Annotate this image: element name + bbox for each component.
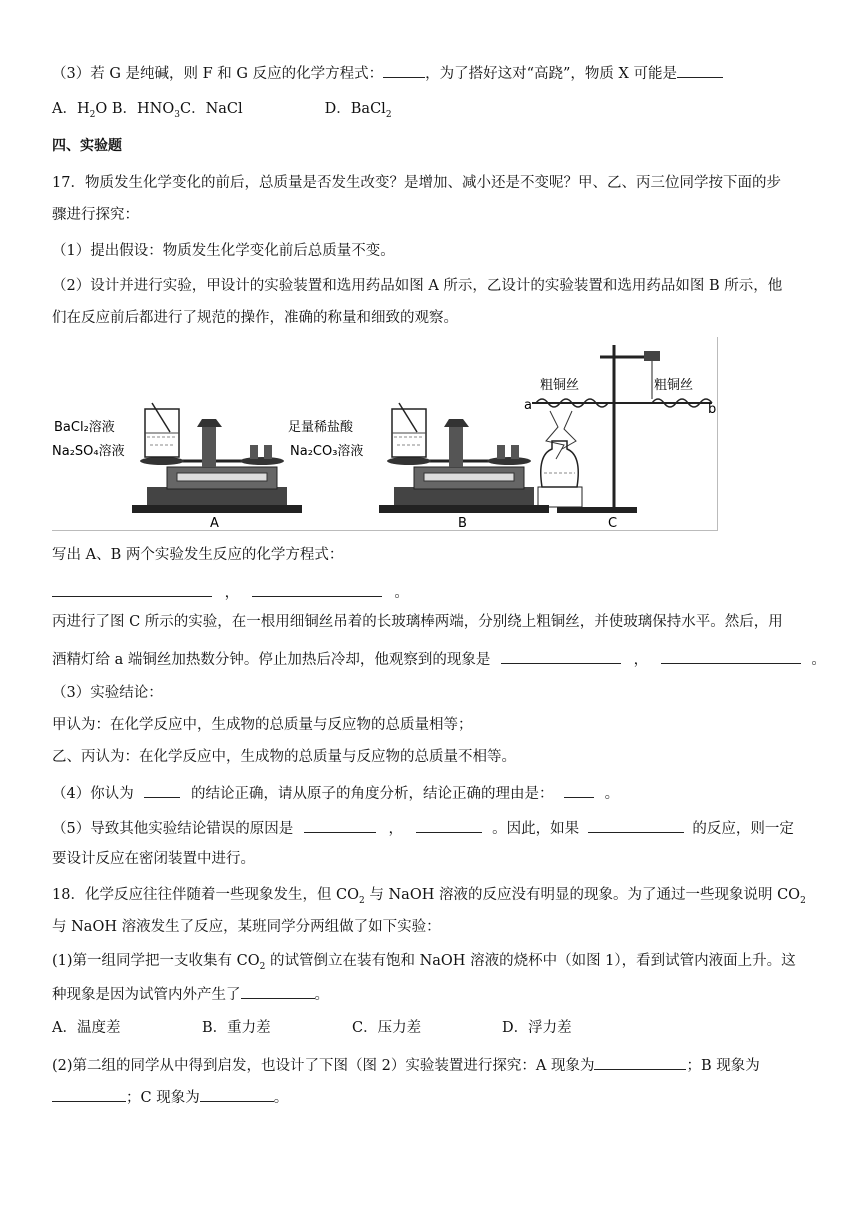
option-b: B．重力差 <box>202 1020 271 1036</box>
label-end-b: b <box>708 402 717 417</box>
write-equations: 写出 A、B 两个实验发生反应的化学方程式： <box>52 547 344 563</box>
answer-blank[interactable] <box>252 581 382 597</box>
conclusion-yi-bing: 乙、丙认为：在化学反应中，生成物的总质量与反应物的总质量不相等。 <box>52 749 516 765</box>
answer-blank[interactable] <box>564 782 594 798</box>
label-na2so4: Na₂SO₄溶液 <box>52 444 125 459</box>
section-heading: 四、实验题 <box>52 138 122 154</box>
label-na2co3: Na₂CO₃溶液 <box>290 444 364 459</box>
q17-part-4: （4）你认为 的结论正确，请从原子的角度分析，结论正确的理由是： 。 <box>52 782 619 804</box>
conclusion-jia: 甲认为：在化学反应中，生成物的总质量与反应物的总质量相等； <box>52 717 473 733</box>
q16-3-line <box>52 62 723 84</box>
caption-a: A <box>210 516 219 530</box>
q18-sub-1-b: 种现象是因为试管内外产生了 。 <box>52 983 329 1005</box>
answer-blank[interactable] <box>501 648 621 664</box>
q17-intro-1: 17．物质发生化学变化的前后，总质量是否发生改变？是增加、减小还是不变呢？甲、乙、丙三位同学按下面的步 <box>52 175 781 191</box>
q18-options <box>52 1018 572 1038</box>
copper-wire-apparatus <box>532 345 712 513</box>
q18-sub-2-b: ；C 现象为 。 <box>52 1086 288 1108</box>
answer-blank[interactable] <box>52 1086 126 1102</box>
equation-blanks: ， 。 <box>52 581 409 603</box>
label-copper-wire-left: 粗铜丝 <box>540 378 580 393</box>
q17-part-5-cont: 要设计反应在密闭装置中进行。 <box>52 851 255 867</box>
q18-sub-1-a: (1)第一组同学把一支收集有 $CO_2$ 的试管倒立在装有饱和 NaOH 溶液的烧杯中（如图 1），看到试管内液面上升。这 <box>52 953 796 972</box>
experiment-figure <box>52 337 718 531</box>
option-a: A．温度差 <box>52 1020 121 1036</box>
answer-blank[interactable] <box>304 817 376 833</box>
answer-blank[interactable] <box>677 62 723 78</box>
q18-line-2: 与 NaOH 溶液发生了反应，某班同学分两组做了如下实验： <box>52 919 441 935</box>
q17-part-2b: 们在反应前后都进行了规范的操作，准确的称量和细致的观察。 <box>52 310 458 326</box>
q17-part-5: （5）导致其他实验结论错误的原因是 ， 。因此，如果 的反应，则一定 <box>52 817 794 839</box>
option-c: C．NaCl <box>179 101 243 117</box>
q17-c-line-1: 丙进行了图 C 所示的实验，在一根用细铜丝吊着的长玻璃棒两端，分别绕上粗铜丝，并使玻璃保持水平。然后，用 <box>52 614 783 630</box>
option-b: O B．HNO <box>95 101 175 117</box>
balance-a <box>132 403 302 513</box>
q17-part-1: （1）提出假设：物质发生化学变化前后总质量不变。 <box>52 243 395 259</box>
answer-blank[interactable] <box>200 1086 274 1102</box>
option-d: D．浮力差 <box>502 1020 572 1036</box>
answer-blank[interactable] <box>52 581 212 597</box>
answer-blank[interactable] <box>144 782 180 798</box>
q16-3-options: A．$H_2O$ B．$HNO_3C$．NaCl D．BaCl$_2$ <box>52 101 392 120</box>
label-bacl2: BaCl₂溶液 <box>54 420 115 435</box>
caption-c: C <box>608 516 618 530</box>
q18-line-1: 18．化学反应往往伴随着一些现象发生，但 $CO_2$ 与 NaOH 溶液的反应没有明显的现象。为了通过一些现象说明 $CO_2$ <box>52 887 806 906</box>
answer-blank[interactable] <box>661 648 801 664</box>
q17-part-2a: （2）设计并进行实验，甲设计的实验装置和选用药品如图 A 所示，乙设计的实验装置和选用药品如图 B 所示，他 <box>52 278 783 294</box>
label-hcl: 足量稀盐酸 <box>288 420 354 435</box>
option-d: D．BaCl <box>324 101 386 117</box>
q17-part-3: （3）实验结论： <box>52 685 163 701</box>
answer-blank[interactable] <box>383 62 425 78</box>
caption-b: B <box>458 516 467 530</box>
option-a: A．H <box>52 101 90 117</box>
q17-intro-2: 骤进行探究： <box>52 207 139 223</box>
apparatus-diagram <box>52 337 717 530</box>
label-copper-wire-right: 粗铜丝 <box>654 378 694 393</box>
answer-blank[interactable] <box>241 983 315 999</box>
q18-sub-2-a: (2)第二组的同学从中得到启发，也设计了下图（图 2）实验装置进行探究：A 现象为 ；B 现象为 <box>52 1054 760 1076</box>
balance-b <box>379 403 549 513</box>
q16-3-text-b: ，为了搭好这对“高跷”，物质 X 可能是 <box>425 66 677 82</box>
q17-c-line-2: 酒精灯给 a 端铜丝加热数分钟。停止加热后冷却，他观察到的现象是 ， 。 <box>52 648 826 670</box>
q16-3-text-a: （3）若 G 是纯碱，则 F 和 G 反应的化学方程式： <box>52 66 384 82</box>
option-c: C．压力差 <box>352 1020 422 1036</box>
answer-blank[interactable] <box>588 817 684 833</box>
label-end-a: a <box>524 398 532 413</box>
answer-blank[interactable] <box>416 817 482 833</box>
answer-blank[interactable] <box>594 1054 686 1070</box>
